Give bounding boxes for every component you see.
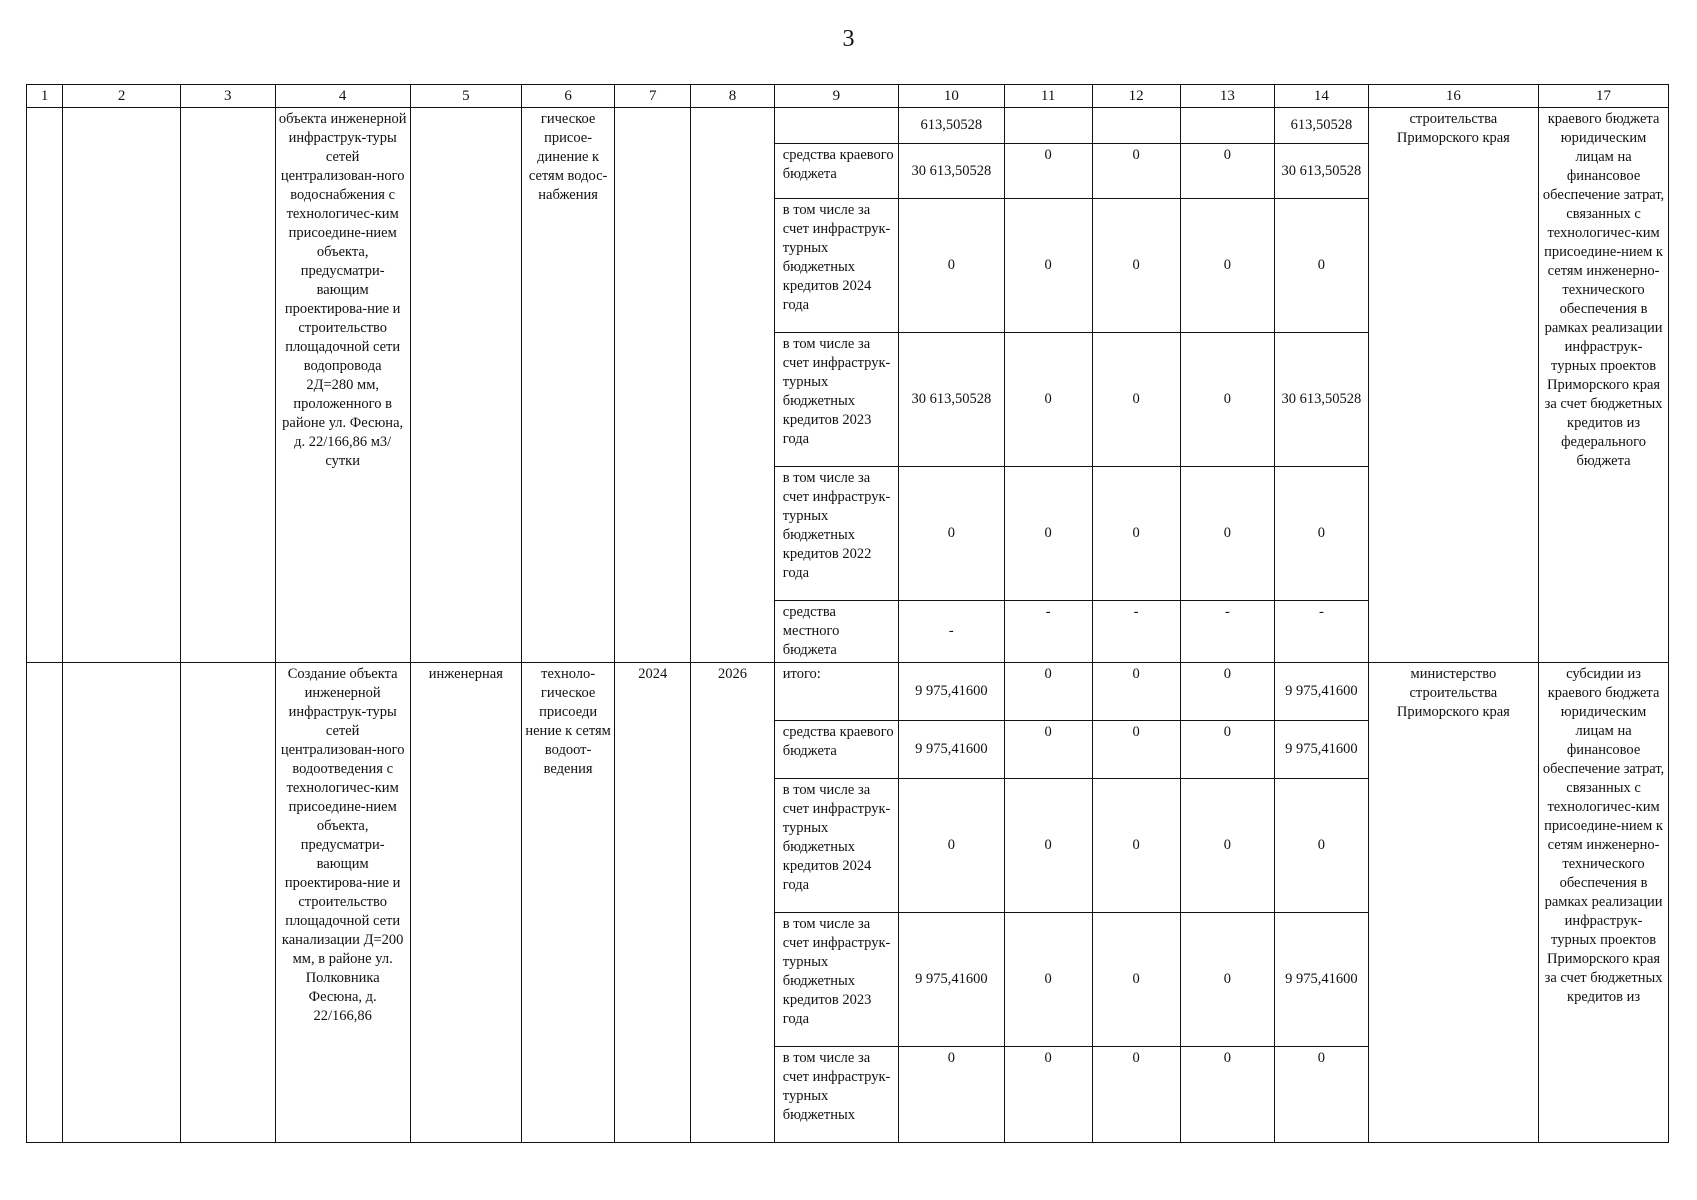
funding-source: в том числе за счет инфраструк-турных бюджетных xyxy=(774,1047,898,1143)
cell-col2 xyxy=(63,108,181,663)
value-col12: 0 xyxy=(1092,913,1180,1047)
value-col12: 0 xyxy=(1092,467,1180,601)
value-col14: 0 xyxy=(1275,199,1368,333)
executor: министерство строительства Приморского края xyxy=(1368,663,1538,1143)
funding-source: средства местного бюджета xyxy=(774,601,898,663)
object-type xyxy=(410,108,521,663)
funding-source: в том числе за счет инфраструк-турных бюджетных кредитов 2022 года xyxy=(774,467,898,601)
col-header-9: 9 xyxy=(774,85,898,108)
end-year: 2026 xyxy=(691,663,775,1143)
value-col13: 0 xyxy=(1180,144,1275,199)
value-col12: 0 xyxy=(1092,144,1180,199)
col-header-8: 8 xyxy=(691,85,775,108)
column-numbers-row xyxy=(27,85,1669,108)
table-row xyxy=(27,108,1669,144)
value-col10: 9 975,41600 xyxy=(899,663,1005,721)
value-col13: 0 xyxy=(1180,721,1275,779)
value-col13: 0 xyxy=(1180,779,1275,913)
funding-source: в том числе за счет инфраструк-турных бюджетных кредитов 2023 года xyxy=(774,333,898,467)
value-col11: 0 xyxy=(1004,721,1092,779)
value-col13: - xyxy=(1180,601,1275,663)
value-col10: 0 xyxy=(899,779,1005,913)
col-header-5: 5 xyxy=(410,85,521,108)
value-col11 xyxy=(1004,108,1092,144)
cell-col2 xyxy=(63,663,181,1143)
value-col14: - xyxy=(1275,601,1368,663)
col-header-3: 3 xyxy=(180,85,275,108)
value-col13: 0 xyxy=(1180,333,1275,467)
value-col12: 0 xyxy=(1092,333,1180,467)
funding-source xyxy=(774,108,898,144)
value-col13: 0 xyxy=(1180,199,1275,333)
note: субсидии из краевого бюджета юридическим лицам на финансовое обеспечение затрат, связанных с технологичес-ким присоедине-нием к сетям инженерно-технического обеспечения в рамках реализации инфраструк-турных проектов Приморского края за счет бюджетных кредитов из xyxy=(1539,663,1669,1143)
funding-source: итого: xyxy=(774,663,898,721)
value-col14: 30 613,50528 xyxy=(1275,333,1368,467)
col-header-6: 6 xyxy=(521,85,614,108)
object-description: Создание объекта инженерной инфраструк-туры сетей централизован-ного водоотведения с технологичес-ким присоедине-нием объекта, предусматри-вающим проектирова-ние и строительство площадочной сети канализации Д=200 мм, в районе ул. Полковника Фесюна, д. 22/166,86 xyxy=(275,663,410,1143)
value-col11: 0 xyxy=(1004,199,1092,333)
value-col12: 0 xyxy=(1092,663,1180,721)
value-col12: 0 xyxy=(1092,199,1180,333)
col-header-11: 11 xyxy=(1004,85,1092,108)
funding-source: в том числе за счет инфраструк-турных бюджетных кредитов 2024 года xyxy=(774,779,898,913)
value-col13 xyxy=(1180,108,1275,144)
value-col11: 0 xyxy=(1004,663,1092,721)
object-type: инженерная xyxy=(410,663,521,1143)
col-header-13: 13 xyxy=(1180,85,1275,108)
page-number: 3 xyxy=(842,26,855,52)
col-header-12: 12 xyxy=(1092,85,1180,108)
col-header-1: 1 xyxy=(27,85,63,108)
value-col10: 9 975,41600 xyxy=(899,913,1005,1047)
value-col11: 0 xyxy=(1004,779,1092,913)
value-col13: 0 xyxy=(1180,663,1275,721)
note: краевого бюджета юридическим лицам на финансовое обеспечение затрат, связанных с технологичес-ким присоедине-нием к сетям инженерно-технического обеспечения в рамках реализации инфраструк-турных проектов Приморского края за счет бюджетных кредитов из федерального бюджета xyxy=(1539,108,1669,663)
value-col10: - xyxy=(899,601,1005,663)
value-col11: 0 xyxy=(1004,467,1092,601)
col-header-4: 4 xyxy=(275,85,410,108)
value-col10: 30 613,50528 xyxy=(899,333,1005,467)
col-header-14: 14 xyxy=(1275,85,1368,108)
start-year: 2024 xyxy=(615,663,691,1143)
value-col11: - xyxy=(1004,601,1092,663)
value-col11: 0 xyxy=(1004,333,1092,467)
cell-num xyxy=(27,108,63,663)
value-col14: 30 613,50528 xyxy=(1275,144,1368,199)
funding-source: в том числе за счет инфраструк-турных бюджетных кредитов 2024 года xyxy=(774,199,898,333)
value-col10: 0 xyxy=(899,199,1005,333)
value-col12: 0 xyxy=(1092,1047,1180,1143)
col-header-17: 17 xyxy=(1539,85,1669,108)
object-description: объекта инженерной инфраструк-туры сетей централизован-ного водоснабжения с технологичес-ким присоедине-нием объекта, предусматри-вающим проектирова-ние и строительство площадочной сети водопровода 2Д=280 мм, проложенного в районе ул. Фесюна, д. 22/166,86 м3/сутки xyxy=(275,108,410,663)
value-col11: 0 xyxy=(1004,913,1092,1047)
value-col10: 0 xyxy=(899,1047,1005,1143)
value-col12: 0 xyxy=(1092,721,1180,779)
col-header-7: 7 xyxy=(615,85,691,108)
table-row xyxy=(27,663,1669,721)
value-col13: 0 xyxy=(1180,1047,1275,1143)
value-col10: 0 xyxy=(899,467,1005,601)
cell-col3 xyxy=(180,108,275,663)
value-col14: 0 xyxy=(1275,1047,1368,1143)
value-col13: 0 xyxy=(1180,913,1275,1047)
value-col14: 9 975,41600 xyxy=(1275,721,1368,779)
object-purpose: гическое присое-динение к сетям водос-набжения xyxy=(521,108,614,663)
cell-num xyxy=(27,663,63,1143)
funding-source: в том числе за счет инфраструк-турных бюджетных кредитов 2023 года xyxy=(774,913,898,1047)
funding-source: средства краевого бюджета xyxy=(774,144,898,199)
value-col12: 0 xyxy=(1092,779,1180,913)
object-purpose: техноло-гическое присоеди нение к сетям водоот-ведения xyxy=(521,663,614,1143)
start-year xyxy=(615,108,691,663)
value-col14: 613,50528 xyxy=(1275,108,1368,144)
cell-col3 xyxy=(180,663,275,1143)
executor: строительства Приморского края xyxy=(1368,108,1538,663)
value-col14: 9 975,41600 xyxy=(1275,913,1368,1047)
value-col14: 0 xyxy=(1275,779,1368,913)
end-year xyxy=(691,108,775,663)
value-col11: 0 xyxy=(1004,1047,1092,1143)
col-header-2: 2 xyxy=(63,85,181,108)
value-col10: 30 613,50528 xyxy=(899,144,1005,199)
funding-source: средства краевого бюджета xyxy=(774,721,898,779)
value-col14: 9 975,41600 xyxy=(1275,663,1368,721)
value-col14: 0 xyxy=(1275,467,1368,601)
value-col10: 9 975,41600 xyxy=(899,721,1005,779)
value-col12 xyxy=(1092,108,1180,144)
value-col10: 613,50528 xyxy=(899,108,1005,144)
value-col12: - xyxy=(1092,601,1180,663)
col-header-16: 16 xyxy=(1368,85,1538,108)
value-col13: 0 xyxy=(1180,467,1275,601)
value-col11: 0 xyxy=(1004,144,1092,199)
program-table xyxy=(26,84,1669,1143)
col-header-10: 10 xyxy=(899,85,1005,108)
